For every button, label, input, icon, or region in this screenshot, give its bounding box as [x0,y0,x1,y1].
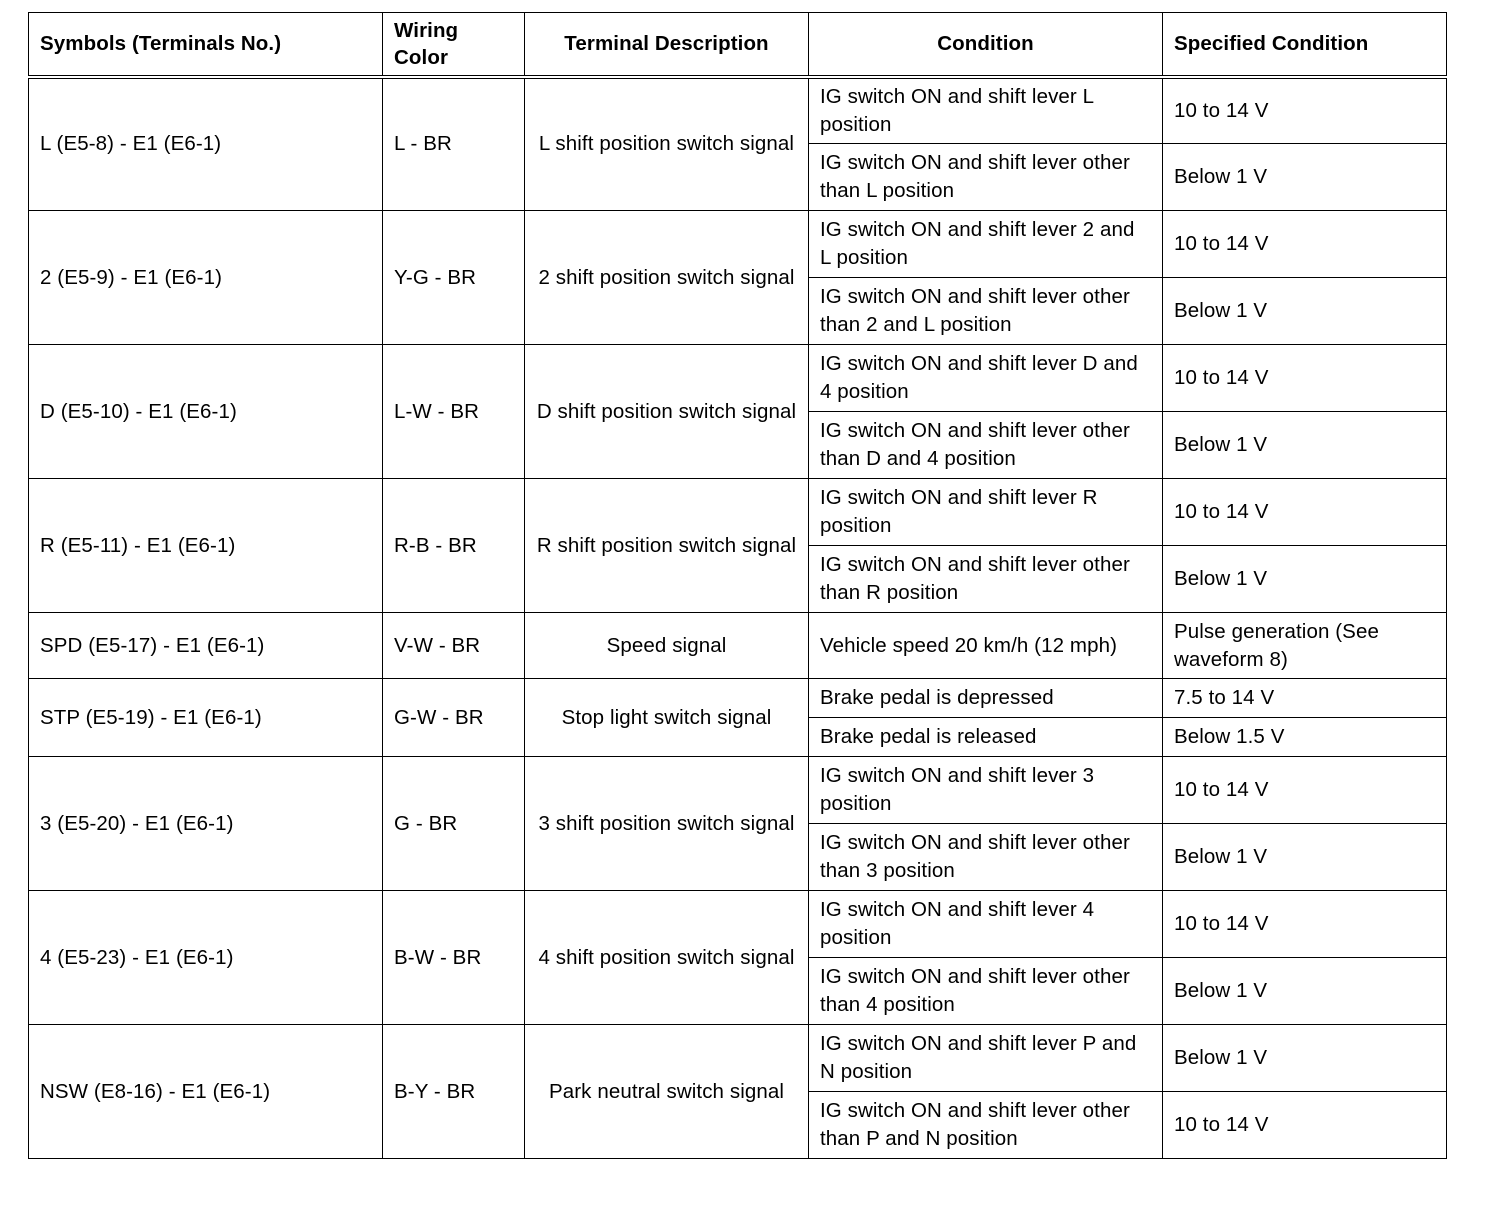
specified-cell: 10 to 14 V [1163,757,1447,824]
condition-cell: IG switch ON and shift lever other than 4 position [809,958,1163,1025]
wiring-cell: V-W - BR [383,613,525,679]
table-row [29,679,1447,718]
symbol-cell: 3 (E5-20) - E1 (E6-1) [29,757,383,891]
header-wiring-color [383,13,525,77]
description-cell: D shift position switch signal [525,345,809,479]
condition-cell: IG switch ON and shift lever 2 and L position [809,211,1163,278]
description-cell: Speed signal [525,613,809,679]
specified-cell: Below 1 V [1163,412,1447,479]
description-cell: 4 shift position switch signal [525,891,809,1025]
symbol-cell: SPD (E5-17) - E1 (E6-1) [29,613,383,679]
condition-cell: IG switch ON and shift lever other than P and N position [809,1092,1163,1159]
description-cell: Stop light switch signal [525,679,809,757]
wiring-cell: L - BR [383,77,525,211]
table-row [29,479,1447,546]
condition-cell: IG switch ON and shift lever L position [809,77,1163,144]
condition-cell: IG switch ON and shift lever other than L position [809,144,1163,211]
condition-cell: IG switch ON and shift lever other than R position [809,546,1163,613]
specified-cell: Below 1 V [1163,278,1447,345]
symbol-cell: R (E5-11) - E1 (E6-1) [29,479,383,613]
symbol-cell: 2 (E5-9) - E1 (E6-1) [29,211,383,345]
header-wiring-color-line2: Color [394,45,449,69]
symbol-cell: 4 (E5-23) - E1 (E6-1) [29,891,383,1025]
header-row [29,13,1447,77]
header-wiring-color-line1: Wiring [394,18,459,42]
condition-cell: IG switch ON and shift lever D and 4 position [809,345,1163,412]
header-condition: Condition [809,13,1163,77]
table-header [29,13,1447,77]
description-cell: Park neutral switch signal [525,1025,809,1159]
condition-cell: Vehicle speed 20 km/h (12 mph) [809,613,1163,679]
header-symbols: Symbols (Terminals No.) [29,13,383,77]
condition-cell: IG switch ON and shift lever 4 position [809,891,1163,958]
specified-cell: Below 1 V [1163,958,1447,1025]
terminal-spec-document [28,12,1446,1159]
wiring-cell: L-W - BR [383,345,525,479]
header-terminal-description: Terminal Description [525,13,809,77]
specified-cell: Below 1 V [1163,546,1447,613]
condition-cell: Brake pedal is released [809,718,1163,757]
table-body [29,77,1447,1159]
specified-cell: Below 1 V [1163,144,1447,211]
specified-cell: Below 1.5 V [1163,718,1447,757]
wiring-cell: G-W - BR [383,679,525,757]
specified-cell: Pulse generation (See waveform 8) [1163,613,1447,679]
specified-cell: 10 to 14 V [1163,1092,1447,1159]
wiring-cell: Y-G - BR [383,211,525,345]
description-cell: 2 shift position switch signal [525,211,809,345]
table-row [29,757,1447,824]
wiring-cell: G - BR [383,757,525,891]
table-row [29,77,1447,144]
wiring-cell: R-B - BR [383,479,525,613]
specified-cell: 7.5 to 14 V [1163,679,1447,718]
symbol-cell: L (E5-8) - E1 (E6-1) [29,77,383,211]
description-cell: R shift position switch signal [525,479,809,613]
specified-cell: 10 to 14 V [1163,891,1447,958]
symbol-cell: D (E5-10) - E1 (E6-1) [29,345,383,479]
condition-cell: IG switch ON and shift lever other than 3 position [809,824,1163,891]
table-row [29,345,1447,412]
description-cell: 3 shift position switch signal [525,757,809,891]
table-row [29,891,1447,958]
table-row [29,211,1447,278]
condition-cell: Brake pedal is depressed [809,679,1163,718]
table-row [29,1025,1447,1092]
symbol-cell: STP (E5-19) - E1 (E6-1) [29,679,383,757]
condition-cell: IG switch ON and shift lever other than 2 and L position [809,278,1163,345]
specified-cell: 10 to 14 V [1163,479,1447,546]
wiring-cell: B-Y - BR [383,1025,525,1159]
specified-cell: 10 to 14 V [1163,345,1447,412]
wiring-cell: B-W - BR [383,891,525,1025]
specified-cell: Below 1 V [1163,1025,1447,1092]
specified-cell: 10 to 14 V [1163,211,1447,278]
condition-cell: IG switch ON and shift lever R position [809,479,1163,546]
symbol-cell: NSW (E8-16) - E1 (E6-1) [29,1025,383,1159]
header-specified-condition: Specified Condition [1163,13,1447,77]
condition-cell: IG switch ON and shift lever other than D and 4 position [809,412,1163,479]
condition-cell: IG switch ON and shift lever P and N position [809,1025,1163,1092]
terminal-spec-table [28,12,1447,1159]
specified-cell: 10 to 14 V [1163,77,1447,144]
description-cell: L shift position switch signal [525,77,809,211]
specified-cell: Below 1 V [1163,824,1447,891]
table-row [29,613,1447,679]
condition-cell: IG switch ON and shift lever 3 position [809,757,1163,824]
